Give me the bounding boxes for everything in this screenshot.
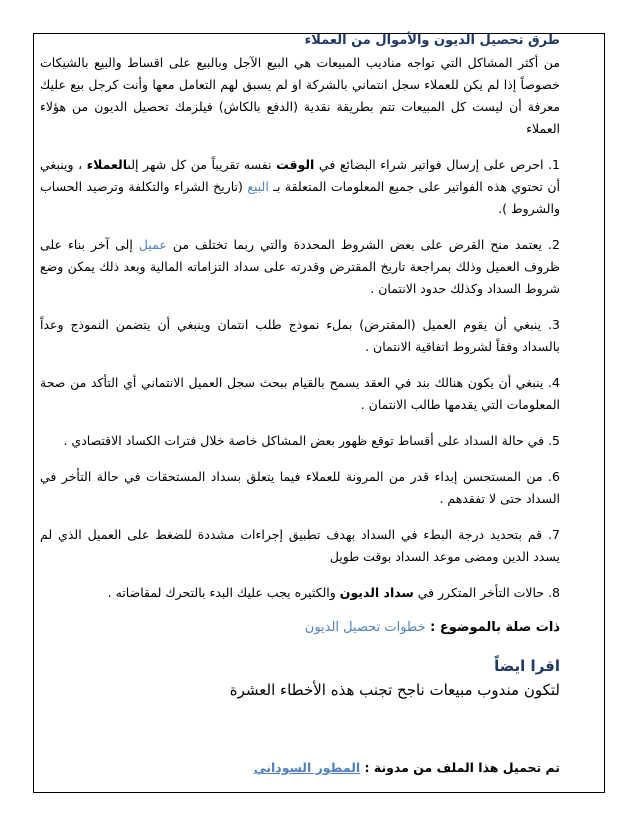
read-also-link[interactable]: لتكون مندوب مبيعات ناجح تجنب هذه الأخطاء العشرة [229,681,560,699]
related-topic: ذات صلة بالموضوع : خطوات تحصيل الديون [304,620,560,635]
list-item-2: 2. يعتمد منح القرض على بعض الشروط المحددة والتي ربما تختلف من عميل إلى آخر بناء على ظروف العميل وذلك بمراجعة تاريخ المقترض وقدرته على سداد التزاماته المالية وبعد ذلك يمكن وضع شروط السداد وكذلك حدود الانتمان . [40,237,560,296]
keyword-link[interactable]: البيع [247,179,269,194]
list-item-3: 3. ينبغي أن يقوم العميل (المقترض) بملء نموذج طلب انتمان وينبغي أن يتضمن النموذج وعداً بالسداد وفقاً لشروط اتفاقية الانتمان . [40,317,560,354]
list-item-7: 7. قم بتحديد درجة البطء في السداد بهدف تطبيق إجراءات مشددة للضغط على العميل الذي لم يسدد الدين ومضى موعد السداد بوقت طويل [40,527,560,564]
keyword: سداد الديون [339,585,414,600]
footer-link[interactable]: المطور السوداني [253,760,361,775]
related-label: ذات صلة بالموضوع [439,620,560,635]
list-item-6: 6. من المستحسن إبداء قدر من المرونة للعملاء فيما يتعلق بسداد المستحقات في حالة التأخر في السداد حتى لا تفقدهم . [40,469,560,506]
intro-paragraph: من أكثر المشاكل التي تواجه مناديب المبيعات هي البيع الآجل وبالبيع على اقساط والبيع بالشيكات خصوصاً إذا لم يكن للعملاء سجل انتماني بالشركة او لم يسبق لهم التعامل معها وأنت كرجل بيع عليك معرفة أن ليست كل المبيعات تتم بطريقة نقدية (الدفع بالكاش) فيلزمك تحصيل الديون من هؤلاء العملاء [40,55,560,136]
footer-text: تم تحميل هذا الملف من مدونة : [360,760,560,775]
keyword: العملاء [86,157,128,172]
item-number: 3. [548,317,560,332]
footer [40,760,560,775]
read-also-heading: اقرا ايضاً [494,657,560,675]
list-item-5: 5. في حالة السداد على أقساط توقع ظهور بعض المشاكل خاصة خلال فترات الكساد الاقتصادي . [63,433,560,448]
list-item-4: 4. ينبغي أن يكون هنالك بند في العقد يسمح بالقيام ببحث سجل العميل الانتماني أي التأكد من صحة المعلومات التي يقدمها طالب الانتمان . [40,375,560,412]
item-number: 2. [548,237,560,252]
item-number: 4. [548,375,560,390]
item-number: 1. [548,157,560,172]
item-number: 8. [548,585,560,600]
list-item-1: 1. احرص على إرسال فواتير شراء البضائع في الوقت نفسه تقريباً من كل شهر إلىالعملاء ، وينبغي أن تحتوي هذه الفواتير على جميع المعلومات المتعلقة بـ البيع (تاريخ الشراء والتكلفة وترصيد الحساب والشروط ). [40,157,561,216]
keyword: الوقت [276,157,315,172]
document-body [40,33,561,775]
list-item-8: 8. حالات التأخر المتكرر في سداد الديون والكثيره يجب عليك البدء بالتحرك لمقاضاته . [107,585,560,600]
related-link[interactable]: خطوات تحصيل الديون [304,620,426,635]
item-number: 7. [548,527,560,542]
item-number: 6. [548,469,560,484]
document-title: طرق تحصيل الديون والأموال من العملاء [304,33,560,48]
keyword-link[interactable]: عميل [138,237,167,252]
item-number: 5. [548,433,560,448]
